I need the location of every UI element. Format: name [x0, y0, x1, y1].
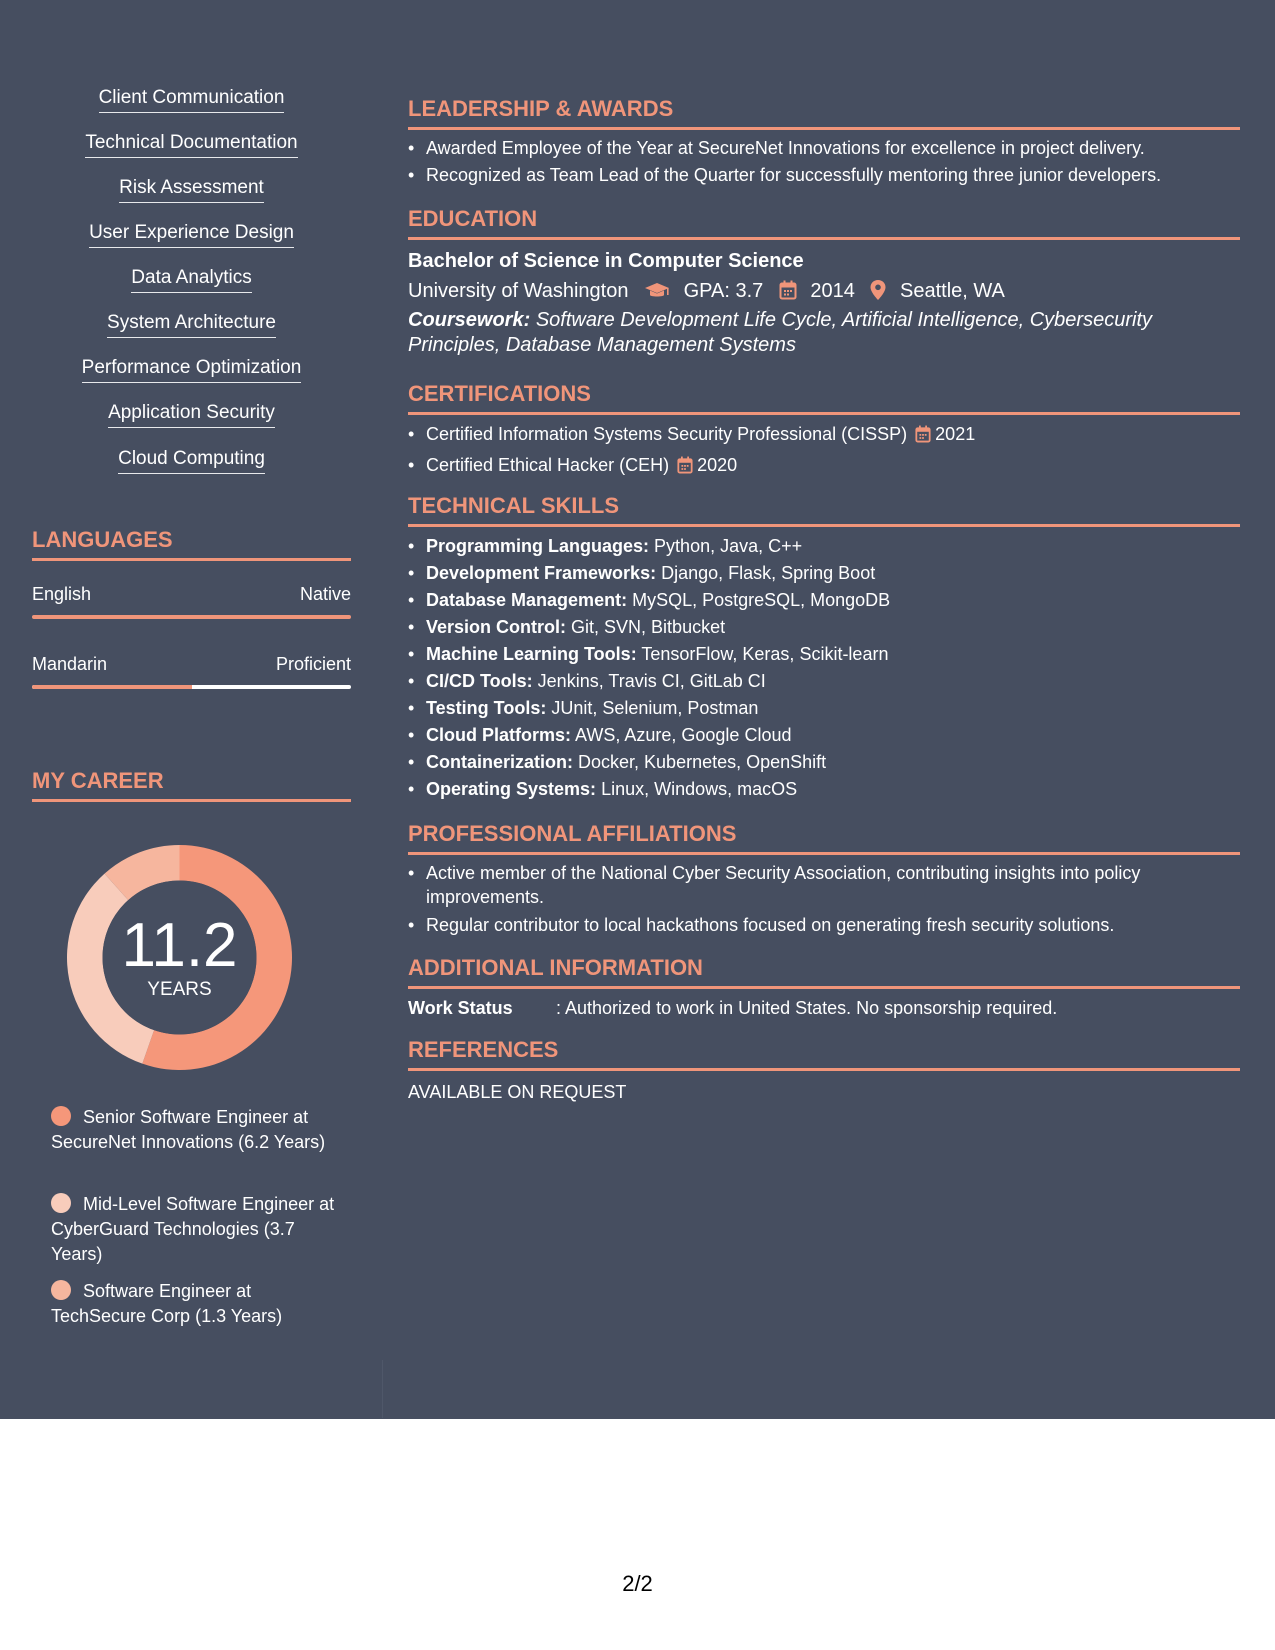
language-level: Native: [299, 584, 351, 604]
list-item: • Active member of the National Cyber Security Association, contributing insights into policy improvements.: [426, 861, 1258, 909]
language-bar-fill: [32, 685, 192, 689]
career-item: Mid-Level Software Engineer at CyberGuard Technologies (3.7 Years): [51, 1194, 335, 1264]
education-degree: Bachelor of Science in Computer Science: [408, 250, 804, 272]
leadership-list: [408, 135, 1258, 189]
list-item: • Testing Tools: JUnit, Selenium, Postman: [426, 695, 1258, 722]
calendar-icon: [779, 280, 797, 307]
affiliations-title: PROFESSIONAL AFFILIATIONS: [408, 821, 1240, 855]
list-item: • Database Management: MySQL, PostgreSQL, MongoDB: [426, 587, 1258, 614]
language-name: Mandarin: [32, 654, 108, 674]
skill-item: Performance Optimization: [32, 356, 351, 383]
affiliations-list: [408, 861, 1258, 939]
list-item: • Certified Ethical Hacker (CEH) 2020: [426, 451, 1258, 482]
language-bar-mandarin: [32, 685, 351, 689]
skill-item: Application Security: [32, 401, 351, 428]
references-title: REFERENCES: [408, 1037, 1240, 1071]
skill-item: Risk Assessment: [32, 176, 351, 203]
list-item: • Regular contributor to local hackathons focused on generating fresh security solutions.: [426, 912, 1258, 939]
career-dot-icon: [51, 1280, 71, 1300]
list-item: • Operating Systems: Linux, Windows, macOS: [426, 776, 1258, 803]
certifications-list: [408, 420, 1258, 482]
list-item: • Version Control: Git, SVN, Bitbucket: [426, 614, 1258, 641]
work-status: [408, 996, 1057, 1020]
skill-item: System Architecture: [32, 311, 351, 338]
leadership-title: LEADERSHIP & AWARDS: [408, 96, 1240, 130]
certifications-title: CERTIFICATIONS: [408, 381, 1240, 415]
list-item: • Development Frameworks: Django, Flask, Spring Boot: [426, 560, 1258, 587]
list-item: • CI/CD Tools: Jenkins, Travis CI, GitLab CI: [426, 668, 1258, 695]
education-details: [408, 278, 1005, 307]
education-title: EDUCATION: [408, 206, 1240, 240]
career-dot-icon: [51, 1193, 71, 1213]
language-bar-english: [32, 615, 351, 619]
work-status-value: : Authorized to work in United States. No sponsorship required.: [556, 998, 1058, 1018]
languages-title: LANGUAGES: [32, 527, 351, 561]
career-total: 11.2: [121, 911, 238, 980]
career-item: Senior Software Engineer at SecureNet Innovations (6.2 Years): [51, 1107, 326, 1152]
career-item: Software Engineer at TechSecure Corp (1.3 Years): [51, 1281, 283, 1326]
education-location: Seattle, WA: [900, 280, 1005, 302]
graduation-cap-icon: [644, 281, 670, 307]
education-gpa: GPA: 3.7: [683, 280, 764, 302]
list-item: • Machine Learning Tools: TensorFlow, Keras, Scikit-learn: [426, 641, 1258, 668]
language-level: Proficient: [275, 654, 351, 674]
career-title: MY CAREER: [32, 768, 351, 802]
list-item: • Programming Languages: Python, Java, C++: [426, 533, 1258, 560]
additional-info-title: ADDITIONAL INFORMATION: [408, 955, 1240, 989]
references-text: AVAILABLE ON REQUEST: [408, 1082, 627, 1102]
skill-item: Client Communication: [32, 86, 351, 113]
page-number: 2/2: [622, 1571, 653, 1596]
location-pin-icon: [870, 280, 886, 307]
skill-item: User Experience Design: [32, 221, 351, 248]
career-unit: YEARS: [147, 979, 212, 1000]
career-dot-icon: [51, 1106, 71, 1126]
education-year: 2014: [810, 280, 855, 302]
list-item: • Containerization: Docker, Kubernetes, OpenShift: [426, 749, 1258, 776]
education-coursework: Coursework: Software Development Life Cycle, Artificial Intelligence, Cybersecurity Principles, Database Management Systems: [408, 309, 1152, 356]
list-item: • Certified Information Systems Security Professional (CISSP) 2021: [426, 420, 1258, 451]
language-name: English: [32, 584, 92, 604]
calendar-icon: [915, 423, 931, 451]
technical-skills-title: TECHNICAL SKILLS: [408, 493, 1240, 527]
skill-item: Technical Documentation: [32, 131, 351, 158]
list-item: • Cloud Platforms: AWS, Azure, Google Cloud: [426, 722, 1258, 749]
language-bar-fill: [32, 615, 351, 619]
career-donut-chart: [67, 845, 292, 1070]
skill-item: Data Analytics: [32, 266, 351, 293]
technical-skills-list: [408, 533, 1258, 803]
column-divider: [382, 1360, 383, 1418]
calendar-icon: [677, 454, 693, 482]
skill-item: Cloud Computing: [32, 447, 351, 474]
list-item: • Awarded Employee of the Year at SecureNet Innovations for excellence in project delivery.: [426, 135, 1258, 162]
work-status-label: Work Status: [408, 998, 513, 1018]
education-school: University of Washington: [408, 280, 629, 302]
list-item: • Recognized as Team Lead of the Quarter for successfully mentoring three junior developers.: [426, 162, 1258, 189]
